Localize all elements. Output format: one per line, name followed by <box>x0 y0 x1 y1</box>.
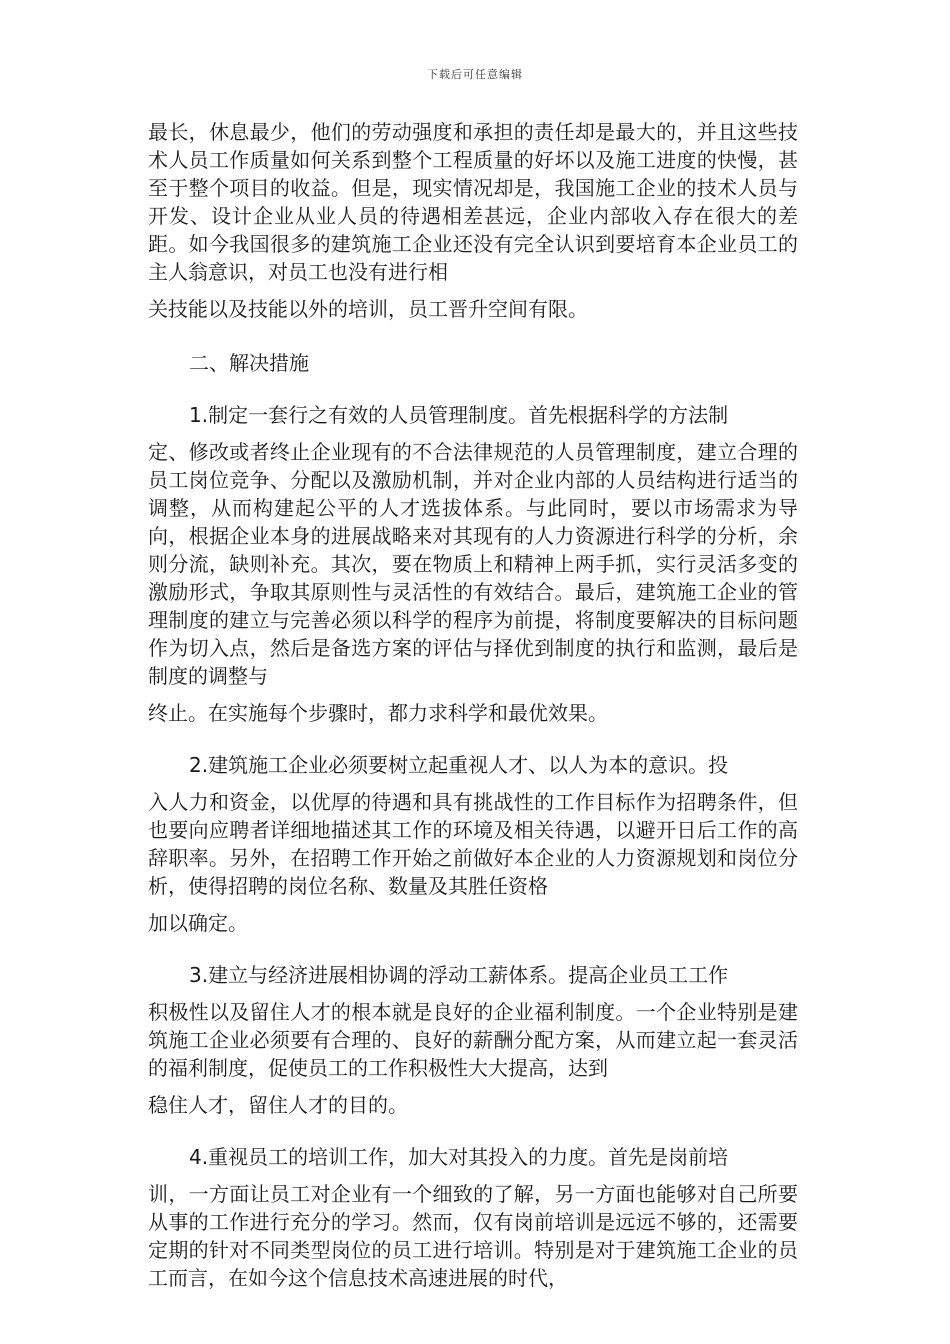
item1-paragraph <box>148 401 798 727</box>
item1-last-line: 终止。在实施每个步骤时，都力求科学和最优效果。 <box>148 701 608 725</box>
item4-first-text: 重视员工的培训工作，加大对其投入的力度。首先是岗前培 <box>208 1145 729 1169</box>
item2-first-text: 建筑施工企业必须要树立起重视人才、以人为本的意识。投 <box>208 753 729 777</box>
item1-first-line <box>148 401 798 429</box>
item2-paragraph <box>148 751 798 937</box>
intro-body: 最长，休息最少，他们的劳动强度和承担的责任却是最大的，并且这些技术人员工作质量如何关系到整个工程质量的好坏以及施工进度的快慢，甚至于整个项目的收益。但是，现实情况却是，我国施工企业的技术人员与开发、设计企业从业人员的待遇相差甚远，企业内部收入存在很大的差距。如今我国很多的建筑施工企业还没有完全认识到要培育本企业员工的主人翁意识，对员工也没有进行相 <box>148 120 798 284</box>
item1-body: 定、修改或者终止企业现有的不合法律规范的人员管理制度，建立合理的员工岗位竞争、分配以及激励机制，并对企业内部的人员结构进行适当的调整，从而构建起公平的人才选拔体系。与此同时，要以市场需求为导向，根据企业本身的进展战略来对其现有的人力资源进行科学的分析，余则分流，缺则补充。其次，要在物质上和精神上两手抓，实行灵活多变的激励形式，争取其原则性与灵活性的有效结合。最后，建筑施工企业的管理制度的建立与完善必须以科学的程序为前提，将制度要解决的目标问题作为切入点，然后是备选方案的评估与择优到制度的执行和监测，最后是制度的调整与 <box>148 440 798 688</box>
item3-first-text: 建立与经济进展相协调的浮动工薪体系。提高企业员工工作 <box>208 963 729 987</box>
item3-paragraph <box>148 961 798 1119</box>
page-header: 下载后可任意编辑 <box>427 68 523 81</box>
intro-paragraph <box>148 118 798 323</box>
section-heading: 二、解决措施 <box>189 351 309 375</box>
item3-last-line: 稳住人才，留住人才的目的。 <box>148 1093 408 1117</box>
item1-number: 1. <box>189 403 209 427</box>
intro-last-line: 关技能以及技能以外的培训，员工晋升空间有限。 <box>148 297 588 321</box>
item3-number: 3. <box>189 963 209 987</box>
item4-paragraph <box>148 1143 798 1292</box>
document-body <box>148 118 798 1292</box>
item2-first-line <box>148 751 798 779</box>
item3-first-line <box>148 961 798 989</box>
item2-number: 2. <box>189 753 209 777</box>
item3-body: 积极性以及留住人才的根本就是良好的企业福利制度。一个企业特别是建筑施工企业必须要有合理的、良好的薪酬分配方案，从而建立起一套灵活的福利制度，促使员工的工作积极性大大提高，达到 <box>148 1000 798 1080</box>
item4-body: 训，一方面让员工对企业有一个细致的了解，另一方面也能够对自己所要从事的工作进行充分的学习。然而，仅有岗前培训是远远不够的，还需要定期的针对不同类型岗位的员工进行培训。特别是对于建筑施工企业的员工而言，在如今这个信息技术高速进展的时代， <box>148 1182 798 1290</box>
item1-first-text: 制定一套行之有效的人员管理制度。首先根据科学的方法制 <box>208 403 729 427</box>
item4-first-line <box>148 1143 798 1171</box>
item2-body: 入人力和资金，以优厚的待遇和具有挑战性的工作目标作为招聘条件，但也要向应聘者详细地描述其工作的环境及相关待遇，以避开日后工作的高辞职率。另外，在招聘工作开始之前做好本企业的人力资源规划和岗位分析，使得招聘的岗位名称、数量及其胜任资格 <box>148 790 798 898</box>
item2-last-line: 加以确定。 <box>148 911 248 935</box>
item4-number: 4. <box>189 1145 209 1169</box>
